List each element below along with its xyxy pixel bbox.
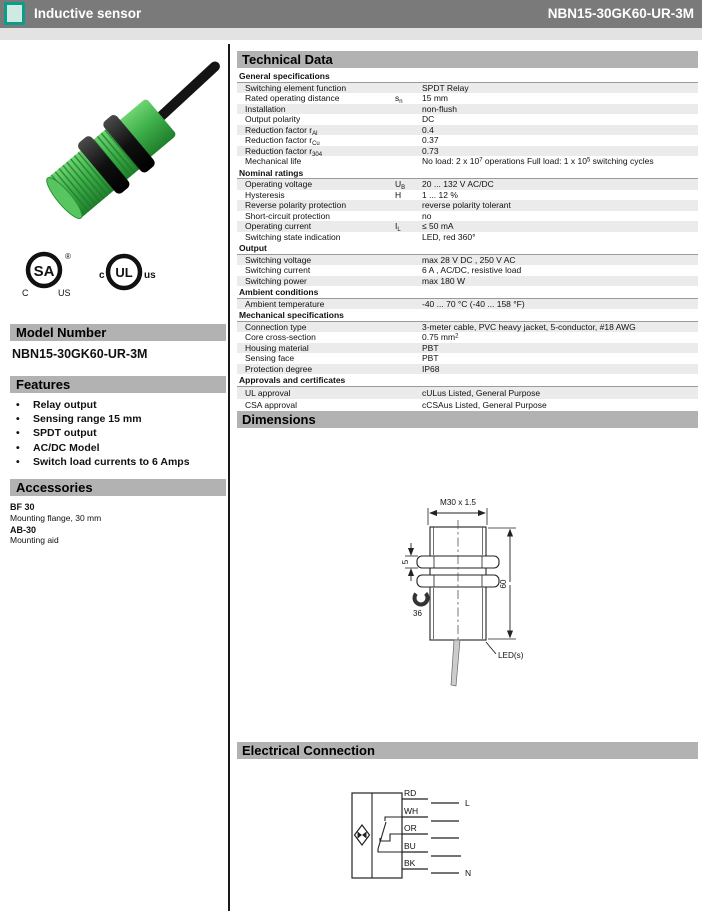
header-bar <box>0 0 702 28</box>
model-number-value: NBN15-30GK60-UR-3M <box>12 347 148 361</box>
wire-label: OR <box>404 823 417 833</box>
spec-row: Short-circuit protection no <box>245 210 432 221</box>
accessory-desc: Mounting flange, 30 mm <box>10 512 102 523</box>
spec-row: Connection type 3-meter cable, PVC heavy jacket, 5-conductor, #18 AWG <box>237 322 698 333</box>
led-label: LED(s) <box>498 651 524 660</box>
wrench-icon <box>412 589 430 607</box>
nut-height-label: 5 <box>401 559 410 565</box>
features-list <box>12 398 222 469</box>
accessories-header: Accessories <box>10 479 226 496</box>
feature-item: • Relay output <box>12 398 222 412</box>
spec-row: Switching voltage max 28 V DC , 250 V AC <box>237 255 698 266</box>
spec-row: Switching element function SPDT Relay <box>237 83 698 94</box>
sensor-cable <box>151 66 217 122</box>
svg-text:UL: UL <box>115 265 133 280</box>
accessories-list <box>10 500 222 545</box>
accessory-name: AB-30 <box>10 524 37 535</box>
wire-label: BU <box>404 841 416 851</box>
spec-row: Operating voltage $U_B$ 20 ... 132 V AC/DC <box>237 179 698 190</box>
feature-item: • Sensing range 15 mm <box>12 412 222 426</box>
spec-row: Mechanical life No load: 2 x $10^7$ operations Full load: 1 x $10^5$ switching cycles <box>245 156 654 166</box>
wiring-diagram <box>237 765 698 905</box>
technical-data-header: Technical Data <box>237 51 698 68</box>
brand-logo-icon <box>4 2 25 25</box>
spec-row: Rated operating distance $s_n$ 15 mm <box>245 93 448 105</box>
spec-row: Reverse polarity protection reverse polarity tolerant <box>237 200 698 211</box>
certification-logos <box>12 246 212 309</box>
spec-row: Housing material PBT <box>237 343 698 354</box>
cable-drawing <box>451 640 460 686</box>
spec-row: Sensing face PBT <box>245 353 439 363</box>
spec-row: Operating current $I_L$ ≤ 50 mA <box>237 221 698 232</box>
accessory-desc: Mounting aid <box>10 535 59 545</box>
spec-row: UL approval cULus Listed, General Purpose <box>237 387 698 400</box>
csa-logo-icon <box>22 252 71 298</box>
spec-row: Core cross-section 0.75 $mm^2$ <box>245 332 459 342</box>
spec-row: Hysteresis H 1 ... 12 % <box>245 189 458 200</box>
spec-group-header: Nominal ratings <box>237 167 698 180</box>
thread-dimension-label: M30 x 1.5 <box>440 498 476 507</box>
technical-data-table <box>237 70 698 412</box>
model-number-header: Model Number <box>10 324 226 341</box>
terminal-label: N <box>465 868 472 878</box>
spec-group-header: Output <box>237 242 698 255</box>
header-part-number: NBN15-30GK60-UR-3M <box>547 6 694 21</box>
svg-text:SA: SA <box>33 263 55 280</box>
body-length-label: 60 <box>499 579 508 589</box>
spec-row: Protection degree IP68 <box>237 364 698 375</box>
svg-text:C: C <box>22 288 29 298</box>
spec-row: Installation non-flush <box>237 104 698 115</box>
dimension-drawing <box>237 432 698 737</box>
wire-label: WH <box>404 806 419 816</box>
spec-row: CSA approval cCSAus Listed, General Purpose <box>245 400 547 410</box>
column-divider <box>228 44 230 911</box>
spec-row: Output polarity DC <box>245 114 435 124</box>
header-substrip <box>0 28 702 40</box>
spec-row: Switching current 6 A , AC/DC, resistive load <box>245 265 522 275</box>
sensor-photo-illustration <box>12 48 222 248</box>
product-family-title: Inductive sensor <box>34 6 142 21</box>
spec-group-header: Ambient conditions <box>237 286 698 299</box>
product-photo <box>12 48 222 253</box>
feature-item: • AC/DC Model <box>12 441 222 455</box>
spec-group-header: General specifications <box>237 70 698 83</box>
svg-text:c: c <box>99 270 105 281</box>
wrench-size-label: 36 <box>413 609 422 618</box>
feature-item: • SPDT output <box>12 426 222 440</box>
spec-row: Switching state indication LED, red 360° <box>245 231 476 242</box>
feature-item: • Switch load currents to 6 Amps <box>12 455 222 469</box>
wire-label: BK <box>404 858 416 868</box>
spec-row: Switching power max 180 W <box>237 276 698 287</box>
terminal-label: L <box>465 798 470 808</box>
electrical-connection-header: Electrical Connection <box>237 742 698 759</box>
spec-row: Reduction factor $r_{Al}$ 0.4 <box>237 125 698 136</box>
accessory-name: BF 30 <box>10 502 35 512</box>
spec-row: Reduction factor $r_{304}$ 0.73 <box>237 146 698 157</box>
wire-label: RD <box>404 788 417 798</box>
svg-text:®: ® <box>65 252 71 261</box>
spec-row: Reduction factor $r_{Cu}$ 0.37 <box>245 135 439 147</box>
svg-text:US: US <box>58 288 71 298</box>
spec-row: Ambient temperature -40 ... 70 °C (-40 ... 158 °F) <box>237 299 698 310</box>
features-header: Features <box>10 376 226 393</box>
spec-group-header: Mechanical specifications <box>237 309 698 322</box>
spec-group-header: Approvals and certificates <box>237 374 698 387</box>
ul-logo-icon <box>99 256 156 288</box>
dimensions-header: Dimensions <box>237 411 698 428</box>
svg-text:us: us <box>144 270 156 281</box>
